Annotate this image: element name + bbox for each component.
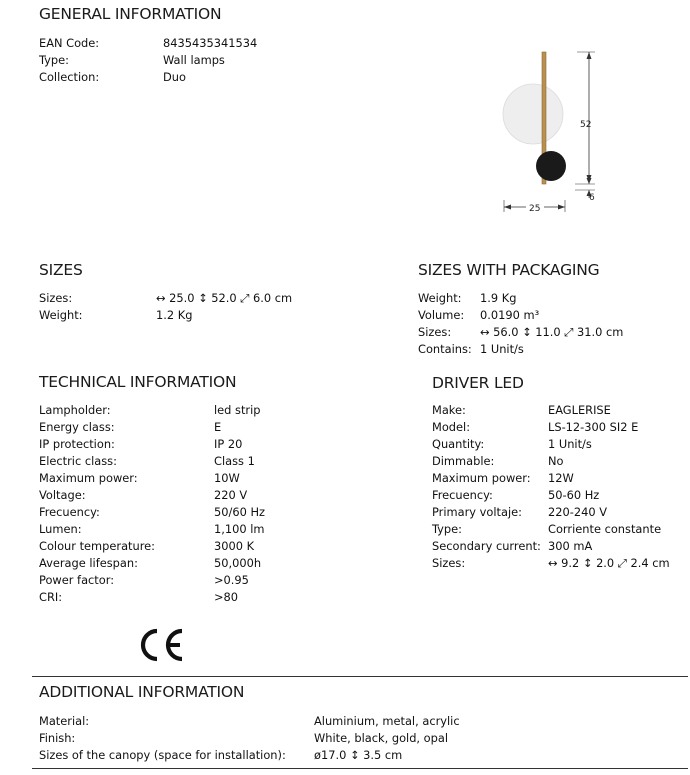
additional-value: White, black, gold, opal [314, 731, 449, 745]
technical-value: >0.95 [214, 573, 249, 587]
driver-label: Type: [432, 522, 462, 536]
packaging-label: Volume: [418, 308, 465, 322]
general-value: 8435435341534 [163, 36, 258, 50]
driver-led-title: DRIVER LED [432, 374, 524, 392]
additional-label: Material: [39, 714, 90, 728]
general-value: Duo [163, 70, 186, 84]
packaging-value: 1.9 Kg [480, 291, 517, 305]
general-label: Collection: [39, 70, 100, 84]
technical-label: Voltage: [39, 488, 86, 502]
additional-label: Sizes of the canopy (space for installation): [39, 748, 286, 762]
technical-value: 3000 K [214, 539, 255, 553]
driver-label: Frecuency: [432, 488, 493, 502]
additional-information-title: ADDITIONAL INFORMATION [39, 683, 245, 701]
technical-value: Class 1 [214, 454, 255, 468]
technical-label: Frecuency: [39, 505, 100, 519]
driver-value: No [548, 454, 564, 468]
depth-dimension-label: 6 [589, 193, 595, 203]
driver-value: 1 Unit/s [548, 437, 592, 451]
sizes-label: Weight: [39, 308, 83, 322]
technical-label: Power factor: [39, 573, 115, 587]
packaging-label: Weight: [418, 291, 462, 305]
technical-value: >80 [214, 590, 239, 604]
general-information-title: GENERAL INFORMATION [39, 5, 222, 23]
technical-label: Colour temperature: [39, 539, 156, 553]
driver-value: LS-12-300 SI2 E [548, 420, 639, 434]
driver-label: Dimmable: [432, 454, 495, 468]
driver-value: ↔ 9.2 ↕ 2.0 ⤢ 2.4 cm [548, 556, 670, 570]
driver-label: Model: [432, 420, 471, 434]
technical-label: Electric class: [39, 454, 117, 468]
technical-label: Average lifespan: [39, 556, 138, 570]
sizes-value: ↔ 25.0 ↕ 52.0 ⤢ 6.0 cm [156, 291, 293, 305]
technical-information-title: TECHNICAL INFORMATION [39, 373, 237, 391]
technical-label: Maximum power: [39, 471, 138, 485]
opal-disc-shape [503, 84, 563, 144]
driver-label: Maximum power: [432, 471, 531, 485]
general-label: Type: [39, 53, 69, 67]
driver-value: 50-60 Hz [548, 488, 600, 502]
technical-label: IP protection: [39, 437, 115, 451]
bottom-divider-line [32, 768, 688, 769]
driver-label: Primary voltaje: [432, 505, 522, 519]
driver-value: EAGLERISE [548, 403, 611, 417]
black-disc-shape [536, 151, 566, 181]
packaging-value: 0.0190 m³ [480, 308, 540, 322]
driver-label: Secondary current: [432, 539, 541, 553]
technical-value: E [214, 420, 222, 434]
width-dimension-label: 25 [529, 204, 541, 214]
general-value: Wall lamps [163, 53, 225, 67]
technical-label: Lumen: [39, 522, 82, 536]
sizes-value: 1.2 Kg [156, 308, 193, 322]
divider-line [32, 676, 688, 677]
height-dimension-label: 52 [580, 120, 592, 130]
packaging-title: SIZES WITH PACKAGING [418, 261, 600, 279]
driver-label: Make: [432, 403, 466, 417]
technical-label: CRI: [39, 590, 63, 604]
technical-value: 50,000h [214, 556, 262, 570]
technical-label: Lampholder: [39, 403, 111, 417]
additional-value: ø17.0 ↕ 3.5 cm [314, 748, 403, 762]
technical-value: 1,100 lm [214, 522, 265, 536]
sizes-label: Sizes: [39, 291, 73, 305]
additional-value: Aluminium, metal, acrylic [314, 714, 460, 728]
packaging-value: 1 Unit/s [480, 342, 524, 356]
sizes-title: SIZES [39, 261, 83, 279]
lamp-dimension-diagram [495, 40, 615, 220]
general-label: EAN Code: [39, 36, 100, 50]
packaging-label: Sizes: [418, 325, 452, 339]
driver-label: Quantity: [432, 437, 485, 451]
technical-value: IP 20 [214, 437, 243, 451]
technical-value: 50/60 Hz [214, 505, 265, 519]
driver-label: Sizes: [432, 556, 466, 570]
driver-value: 220-240 V [548, 505, 608, 519]
driver-value: 300 mA [548, 539, 593, 553]
ce-mark-icon [138, 625, 188, 665]
packaging-label: Contains: [418, 342, 472, 356]
technical-label: Energy class: [39, 420, 115, 434]
technical-value: 220 V [214, 488, 248, 502]
driver-value: 12W [548, 471, 574, 485]
packaging-value: ↔ 56.0 ↕ 11.0 ⤢ 31.0 cm [480, 325, 624, 339]
driver-value: Corriente constante [548, 522, 662, 536]
technical-value: 10W [214, 471, 240, 485]
additional-label: Finish: [39, 731, 76, 745]
technical-value: led strip [214, 403, 261, 417]
